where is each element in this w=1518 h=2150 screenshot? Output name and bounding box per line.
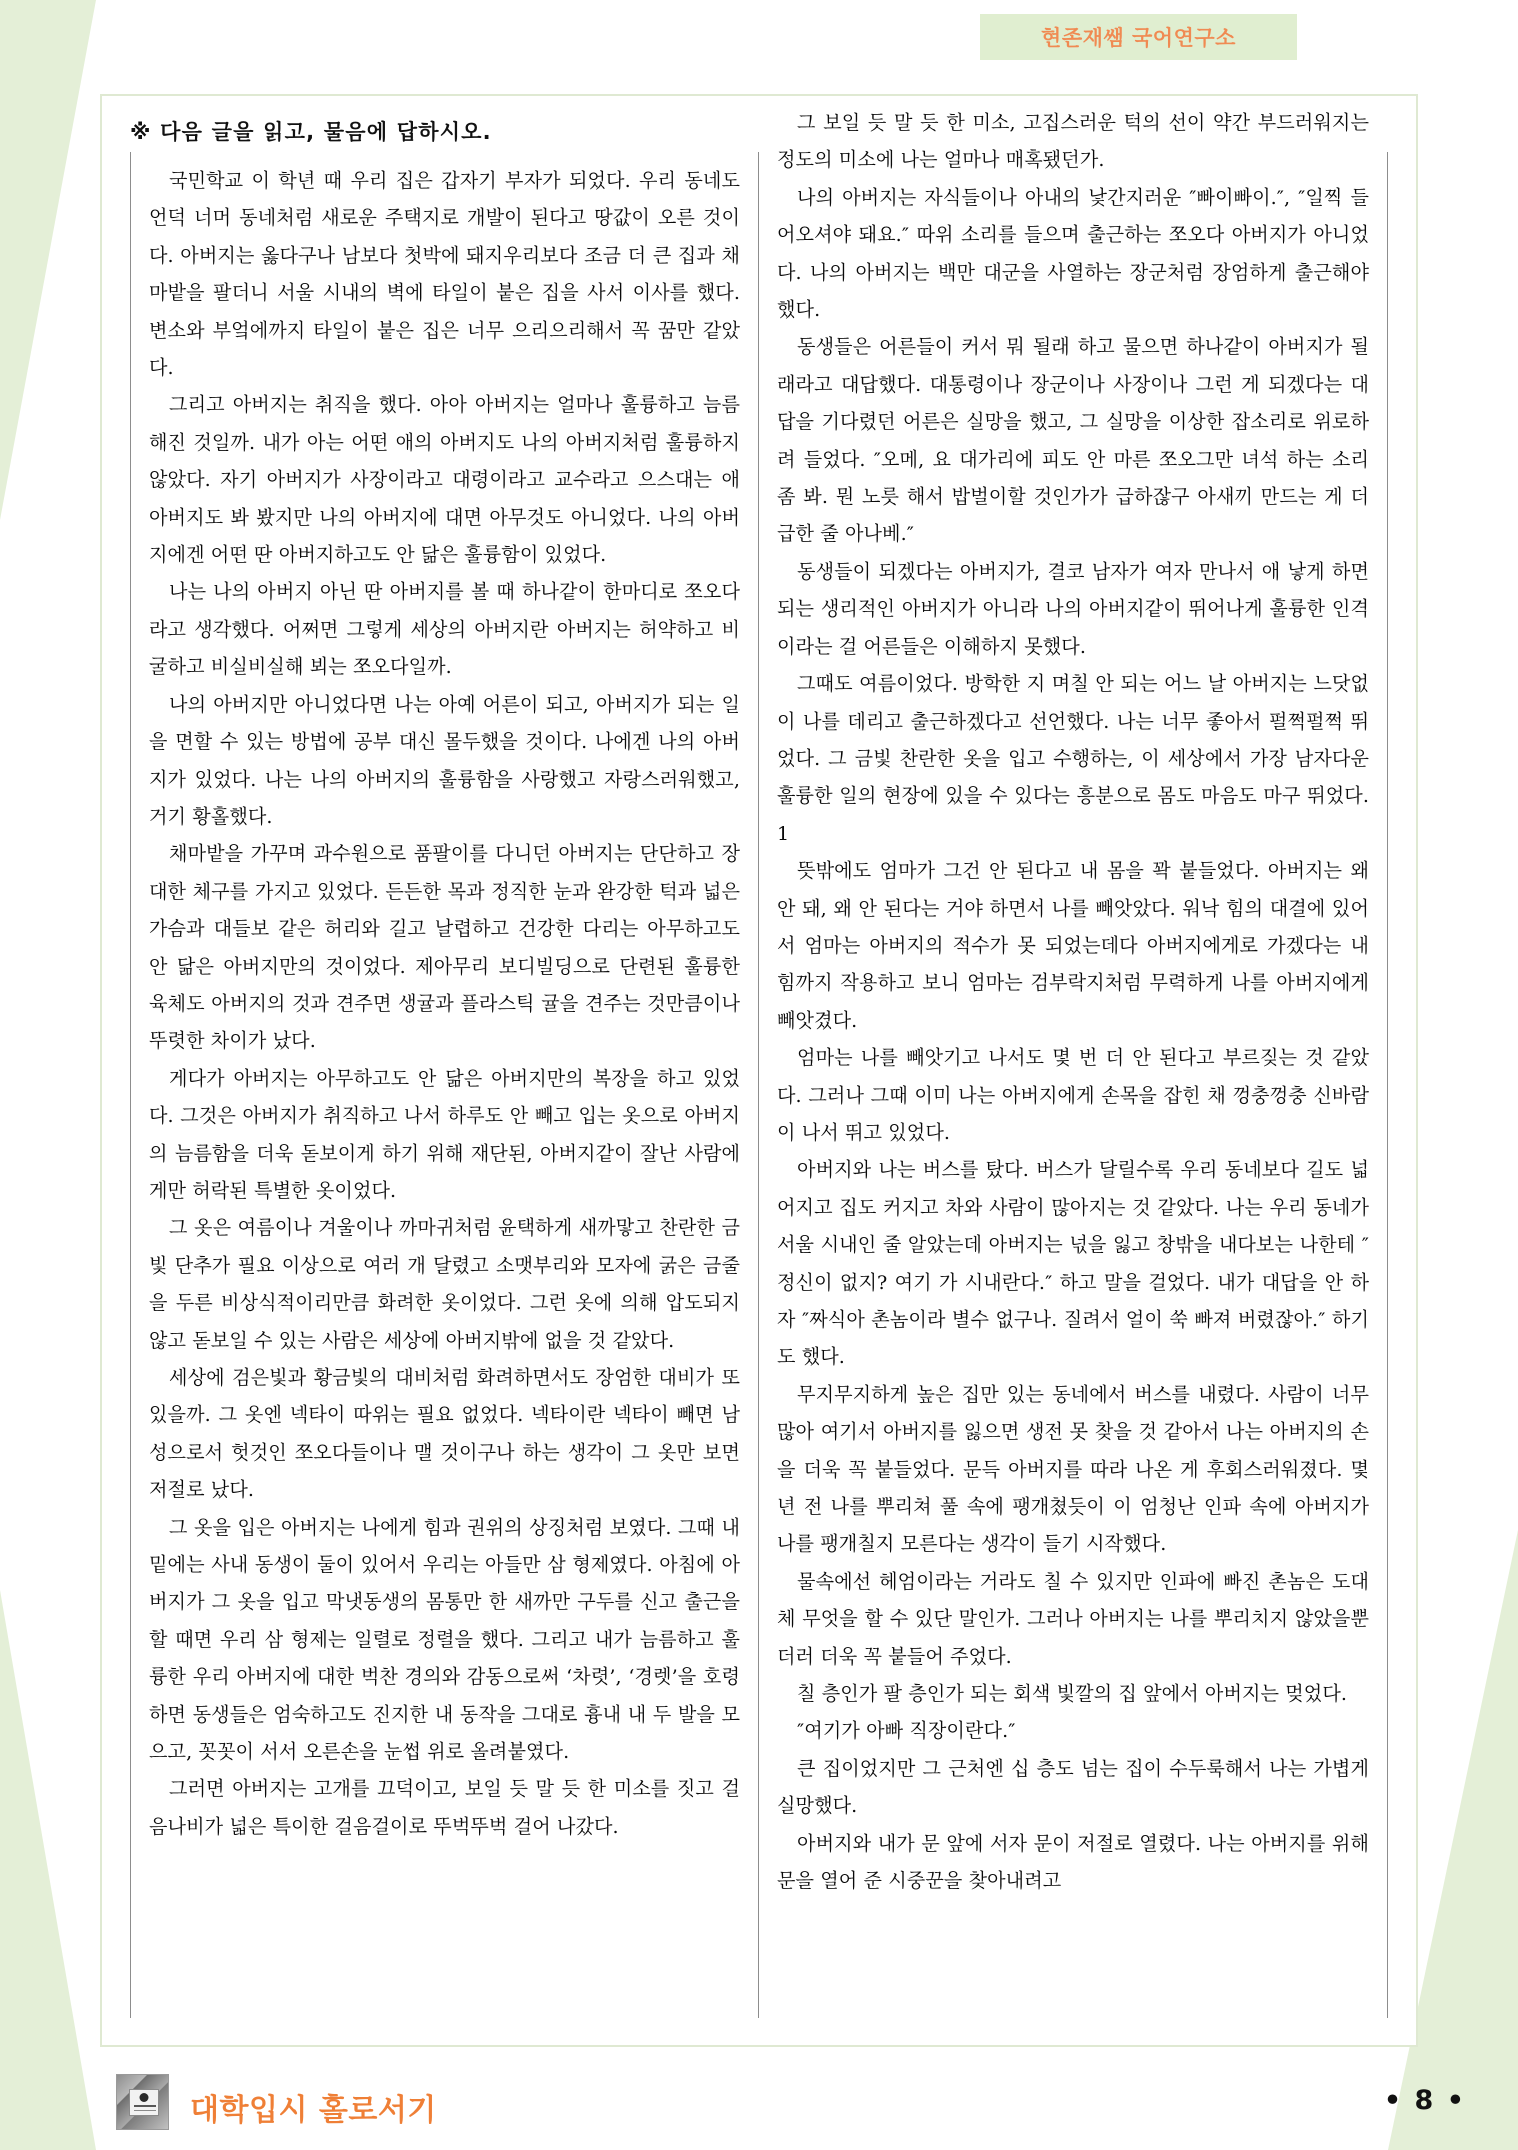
passage-paragraph: ″여기가 아빠 직장이란다.″	[797, 1719, 1016, 1743]
passage-paragraph: 그리고 아버지는 취직을 했다. 아아 아버지는 얼마나 훌륭하고 늠름해진 것일까. 내가 아는 어떤 애의 아버지도 나의 아버지처럼 훌륭하지 않았다. 자기 아버지가 사장이라고 대령이라고 교수라고 으스대는 애 아버지도 봐 봤지만 나의 아버지에 대면 아무것도 아니었다. 나의 아버지에겐 어떤 딴 아버지하고도 안 닮은 훌륭함이 있었다.	[149, 393, 740, 567]
passage-paragraph: 나의 아버지만 아니었다면 나는 아예 어른이 되고, 아버지가 되는 일을 면할 수 있는 방법에 공부 대신 몰두했을 것이다. 나에겐 나의 아버지가 있었다. 나는 나의 아버지의 훌륭함을 사랑했고 자랑스러워했고, 거기 황홀했다.	[149, 692, 740, 828]
passage-paragraph: 물속에선 헤엄이라는 거라도 칠 수 있지만 인파에 빠진 촌놈은 도대체 무엇을 할 수 있단 말인가. 그러나 아버지는 나를 뿌리치지 않았을뿐더러 더욱 꼭 붙들어 주었다.	[777, 1569, 1369, 1668]
passage-paragraph: 나의 아버지는 자식들이나 아내의 낯간지러운 ″빠이빠이.″, ″일찍 들어오셔야 돼요.″ 따위 소리를 들으며 출근하는 쪼오다 아버지가 아니었다. 나의 아버지는 백만 대군을 사열하는 장군처럼 장엄하게 출근해야 했다.	[777, 185, 1369, 322]
passage-paragraph: 그 옷을 입은 아버지는 나에게 힘과 권위의 상징처럼 보였다. 그때 내 밑에는 사내 동생이 둘이 있어서 우리는 아들만 삼 형제였다. 아침에 아버지가 그 옷을 입고 막냇동생의 몸통만 한 새까만 구두를 신고 출근을 할 때면 우리 삼 형제는 일렬로 정렬을 했다. 그리고 내가 늠름하고 훌륭한 우리 아버지에 대한 벅찬 경의와 감동으로써 ‘차렷’, ‘경렛’을 호령하면 동생들은 엄숙하고도 진지한 내 동작을 그대로 흉내 내 두 발을 모으고, 꼿꼿이 서서 오른손을 눈썹 위로 올려붙였다.	[149, 1515, 740, 1764]
passage-paragraph: 그러면 아버지는 고개를 끄덕이고, 보일 듯 말 듯 한 미소를 짓고 걸음나비가 넓은 특이한 걸음걸이로 뚜벅뚜벅 걸어 나갔다.	[149, 1777, 740, 1838]
passage-paragraph: 큰 집이었지만 그 근처엔 십 층도 넘는 집이 수두룩해서 나는 가볍게 실망했다.	[777, 1756, 1369, 1818]
passage-paragraph: 그 보일 듯 말 듯 한 미소, 고집스러운 턱의 선이 약간 부드러워지는 정도의 미소에 나는 얼마나 매혹됐던가.	[777, 111, 1369, 172]
passage-paragraph: 동생들이 되겠다는 아버지가, 결코 남자가 여자 만나서 애 낳게 하면 되는 생리적인 아버지가 아니라 나의 아버지같이 뛰어나게 훌륭한 인격이라는 걸 어른들은 이해하지 못했다.	[777, 559, 1369, 658]
passage-paragraph: 아버지와 나는 버스를 탔다. 버스가 달릴수록 우리 동네보다 길도 넓어지고 집도 커지고 차와 사람이 많아지는 것 같았다. 나는 우리 동네가 서울 시내인 줄 알았는데 아버지는 넋을 잃고 창밖을 내다보는 나한테 ″정신이 없지? 여기 가 시내란다.″ 하고 말을 걸었다. 내가 대답을 안 하자 ″짜식아 촌놈이라 별수 없구나. 질려서 얼이 쑥 빠져 버렸잖아.″ 하기도 했다.	[777, 1158, 1369, 1369]
passage-paragraph: 칠 층인가 팔 층인가 되는 회색 빛깔의 집 앞에서 아버지는 멎었다.	[797, 1682, 1348, 1706]
passage-column-left	[131, 152, 759, 2018]
passage-paragraph: 무지무지하게 높은 집만 있는 동네에서 버스를 내렸다. 사람이 너무 많아 여기서 아버지를 잃으면 생전 못 찾을 것 같아서 나는 아버지의 손을 더욱 꼭 붙들었다. 문득 아버지를 따라 나온 게 후회스러워졌다. 몇 년 전 나를 뿌리쳐 풀 속에 팽개쳤듯이 이 엄청난 인파 속에 아버지가 나를 팽개칠지 모른다는 생각이 들기 시작했다.	[777, 1382, 1369, 1556]
passage-paragraph: 그 옷은 여름이나 겨울이나 까마귀처럼 윤택하게 새까맣고 찬란한 금빛 단추가 필요 이상으로 여러 개 달렸고 소맷부리와 모자에 굵은 금줄을 두른 비상식적이리만큼 화려한 옷이었다. 그런 옷에 의해 압도되지 않고 돋보일 수 있는 사람은 세상에 아버지밖에 없을 것 같았다.	[149, 1216, 740, 1352]
footer-title: 대학입시 홀로서기	[190, 2093, 437, 2128]
passage-paragraph: 나는 나의 아버지 아닌 딴 아버지를 볼 때 하나같이 한마디로 쪼오다라고 생각했다. 어쩌면 그렇게 세상의 아버지란 아버지는 허약하고 비굴하고 비실비실해 뵈는 쪼오다일까.	[149, 580, 740, 679]
passage-paragraph: 아버지와 내가 문 앞에 서자 문이 저절로 열렸다. 나는 아버지를 위해 문을 열어 준 시중꾼을 찾아내려고	[777, 1831, 1369, 1893]
header-banner-title: 현존재쌤 국어연구소	[1041, 26, 1236, 50]
passage-paragraph: 뜻밖에도 엄마가 그건 안 된다고 내 몸을 꽉 붙들었다. 아버지는 왜 안 돼, 왜 안 된다는 거야 하면서 나를 빼앗았다. 워낙 힘의 대결에 있어서 엄마는 아버지의 적수가 못 되었는데다 아버지에게로 가겠다는 내 힘까지 작용하고 보니 엄마는 검부락지처럼 무력하게 나를 아버지에게 빼앗겼다.	[777, 859, 1369, 1032]
signboard-photo-icon	[116, 2074, 169, 2130]
corner-decoration-top-left	[0, 0, 96, 520]
passage-column-right	[759, 111, 1387, 2018]
passage-paragraph: 그때도 여름이었다. 방학한 지 며칠 안 되는 어느 날 아버지는 느닷없이 나를 데리고 출근하겠다고 선언했다. 나는 너무 좋아서 펄쩍펄쩍 뛰었다. 그 금빛 찬란한 옷을 입고 수행하는, 이 세상에서 가장 남자다운 훌륭한 일의 현장에 있을 수 있다는 흥분으로 몸도 마음도 마구 뛰었다.1	[777, 672, 1369, 845]
passage-paragraph: 엄마는 나를 빼앗기고 나서도 몇 번 더 안 된다고 부르짖는 것 같았다. 그러나 그때 이미 나는 아버지에게 손목을 잡힌 채 껑충껑충 신바람이 나서 뛰고 있었다.	[777, 1046, 1369, 1144]
header-banner	[980, 14, 1297, 60]
passage-paragraph: 동생들은 어른들이 커서 뭐 될래 하고 물으면 하나같이 아버지가 될래라고 대답했다. 대통령이나 장군이나 사장이나 그런 게 되겠다는 대답을 기다렸던 어른은 실망을 했고, 그 실망을 이상한 잡소리로 위로하려 들었다. ″오메, 요 대가리에 피도 안 마른 쪼오그만 녀석 하는 소리 좀 봐. 뭔 노릇 해서 밥벌이할 것인가가 급하잖구 아새끼 만드는 게 더 급한 줄 아나베.″	[777, 335, 1369, 546]
content-sheet	[100, 94, 1418, 2047]
page-number: • 8 •	[1383, 2085, 1466, 2116]
instruction-line: ※ 다음 글을 읽고, 물음에 답하시오.	[130, 120, 492, 144]
passage-flow-left	[149, 162, 740, 1845]
passage-flow-right	[777, 104, 1369, 1900]
page-footer	[0, 2047, 1518, 2150]
passage-paragraph: 국민학교 이 학년 때 우리 집은 갑자기 부자가 되었다. 우리 동네도 언덕 너머 동네처럼 새로운 주택지로 개발이 된다고 땅값이 오른 것이다. 아버지는 옳다구나 남보다 첫박에 돼지우리보다 조금 더 큰 집과 채마밭을 팔더니 서울 시내의 벽에 타일이 붙은 집을 사서 이사를 했다. 변소와 부엌에까지 타일이 붙은 집은 너무 으리으리해서 꼭 꿈만 같았다.	[149, 169, 740, 380]
passage-paragraph: 세상에 검은빛과 황금빛의 대비처럼 화려하면서도 장엄한 대비가 또 있을까. 그 옷엔 넥타이 따위는 필요 없었다. 넥타이란 넥타이 빼면 남성으로서 헛것인 쪼오다들이나 맬 것이구나 하는 생각이 그 옷만 보면 저절로 났다.	[149, 1366, 740, 1502]
passage-paragraph: 게다가 아버지는 아무하고도 안 닮은 아버지만의 복장을 하고 있었다. 그것은 아버지가 취직하고 나서 하루도 안 빼고 입는 옷으로 아버지의 늠름함을 더욱 돋보이게 하기 위해 재단된, 아버지같이 잘난 사람에게만 허락된 특별한 옷이었다.	[149, 1066, 740, 1202]
passage-paragraph: 채마밭을 가꾸며 과수원으로 품팔이를 다니던 아버지는 단단하고 장대한 체구를 가지고 있었다. 든든한 목과 정직한 눈과 완강한 턱과 넓은 가슴과 대들보 같은 허리와 길고 날렵하고 건강한 다리는 아무하고도 안 닮은 아버지만의 것이었다. 제아무리 보디빌딩으로 단련된 훌륭한 육체도 아버지의 것과 견주면 생귤과 플라스틱 귤을 견주는 것만큼이나 뚜렷한 차이가 났다.	[149, 842, 740, 1053]
